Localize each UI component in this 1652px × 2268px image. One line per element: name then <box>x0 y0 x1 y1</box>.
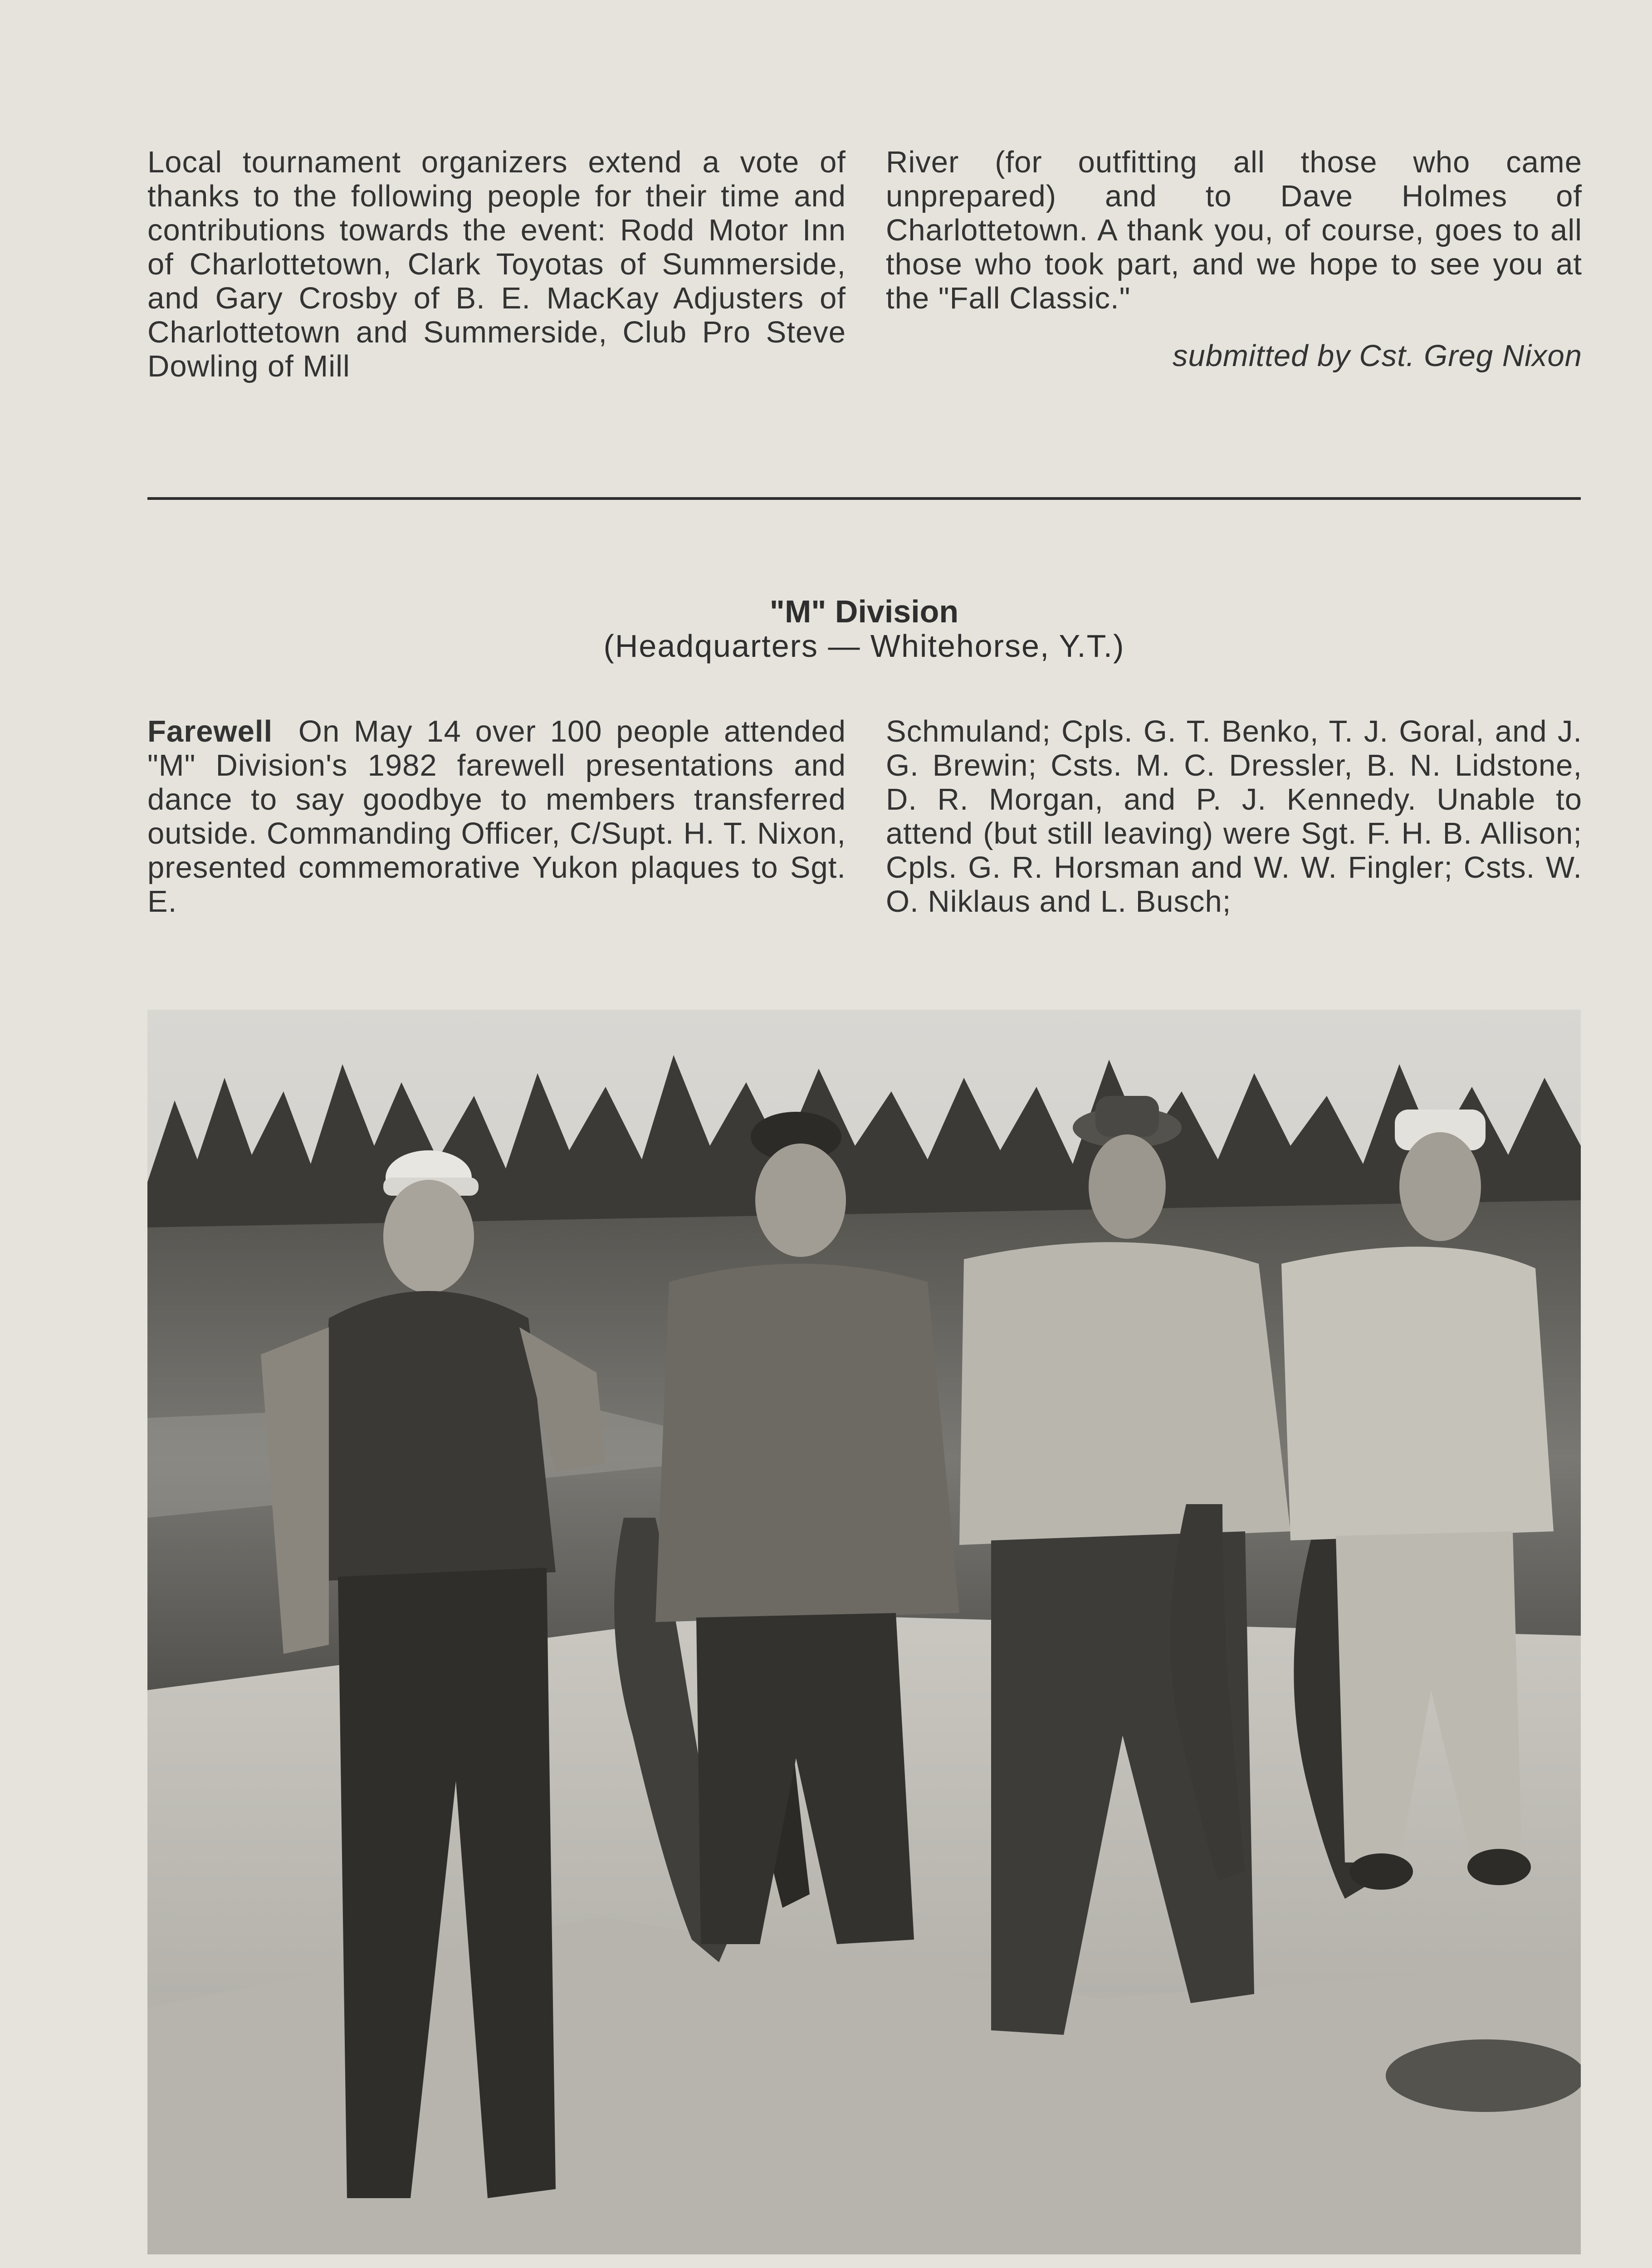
thanks-paragraph-part-1: Local tournament organizers extend a vote of thanks to the following people for their time and contributions towards the event: Rodd Motor Inn of Charlottetown, Clark Toyotas of Summerside, and Gary Crosby of B. E. MacKay Adjusters of Charlottetown and Summerside, Club Pro Steve Dowling of Mill <box>147 145 846 383</box>
top-left-column <box>147 145 846 383</box>
fishing-group-photo <box>147 1010 1581 2254</box>
top-right-column <box>886 145 1582 373</box>
thanks-paragraph-part-2: River (for outfitting all those who came unprepared) and to Dave Holmes of Charlottetown. A thank you, of course, goes to all those who took part, and we hope to see you at the "Fall Classic." <box>886 145 1582 315</box>
farewell-left-column <box>147 714 846 919</box>
farewell-lead-word: Farewell <box>147 714 273 748</box>
division-subtitle: (Headquarters — Whitehorse, Y.T.) <box>603 628 1125 664</box>
section-divider <box>147 497 1581 500</box>
division-title: "M" Division <box>769 594 959 629</box>
farewell-paragraph-part-2: Schmuland; Cpls. G. T. Benko, T. J. Goral, and J. G. Brewin; Csts. M. C. Dressler, B. N. Lidstone, D. R. Morgan, and P. J. Kennedy. Unable to attend (but still leaving) were Sgt. F. H. B. Allison; Cpls. G. R. Horsman and W. W. Fingler; Csts. W. O. Niklaus and L. Busch; <box>886 714 1582 919</box>
farewell-right-column <box>886 714 1582 919</box>
submitted-by-credit: submitted by Cst. Greg Nixon <box>1172 339 1582 373</box>
farewell-paragraph-part-1 <box>147 714 846 919</box>
division-heading <box>147 594 1581 663</box>
farewell-text-part-1: On May 14 over 100 people attended "M" Division's 1982 farewell presentations and dance to say goodbye to members transferred outside. Commanding Officer, C/Supt. H. T. Nixon, presented commemorative Yukon plaques to Sgt. E. <box>147 714 846 919</box>
